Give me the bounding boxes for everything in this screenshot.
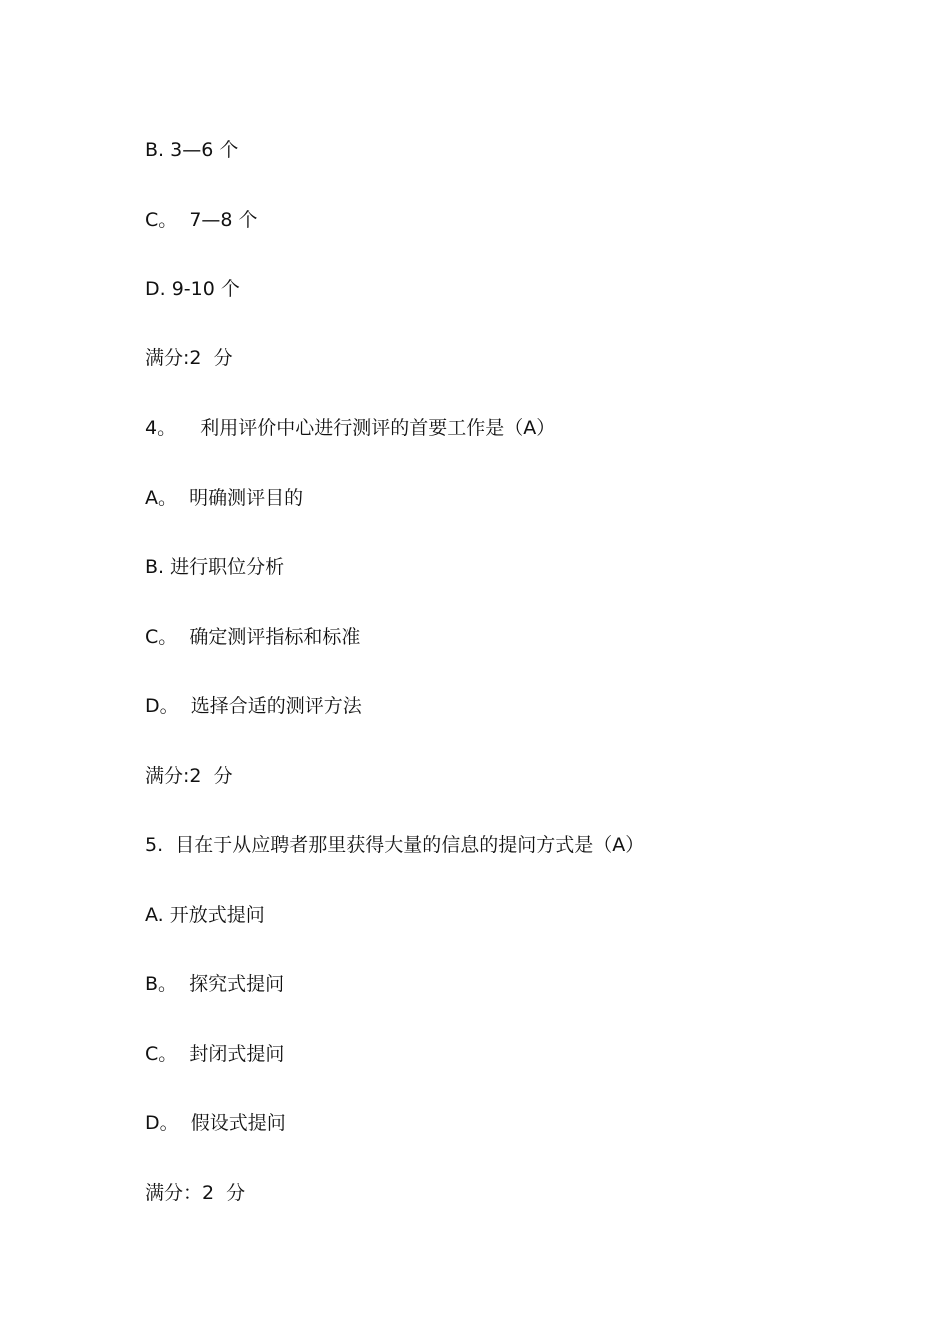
question-5: 5. 目在于从应聘者那里获得大量的信息的提问方式是（A） [145,834,645,856]
option-c-q5: C。 封闭式提问 [145,1043,285,1065]
option-d-q5: D。 假设式提问 [145,1112,286,1134]
option-d-q3: D. 9-10 个 [145,278,240,300]
option-b-q3: B. 3—6 个 [145,139,239,161]
question-4: 4。 利用评价中心进行测评的首要工作是（A） [145,417,556,439]
option-b-q5: B。 探究式提问 [145,973,285,995]
score-q4: 满分:2 分 [145,765,233,787]
option-a-q4: A。 明确测评目的 [145,487,304,509]
option-d-q4: D。 选择合适的测评方法 [145,695,362,717]
option-c-q3: C。 7—8 个 [145,209,258,231]
score-q5: 满分：2 分 [145,1182,246,1204]
option-a-q5: A. 开放式提问 [145,904,265,926]
option-c-q4: C。 确定测评指标和标准 [145,626,361,648]
score-q3: 满分:2 分 [145,347,233,369]
option-b-q4: B. 进行职位分析 [145,556,285,578]
